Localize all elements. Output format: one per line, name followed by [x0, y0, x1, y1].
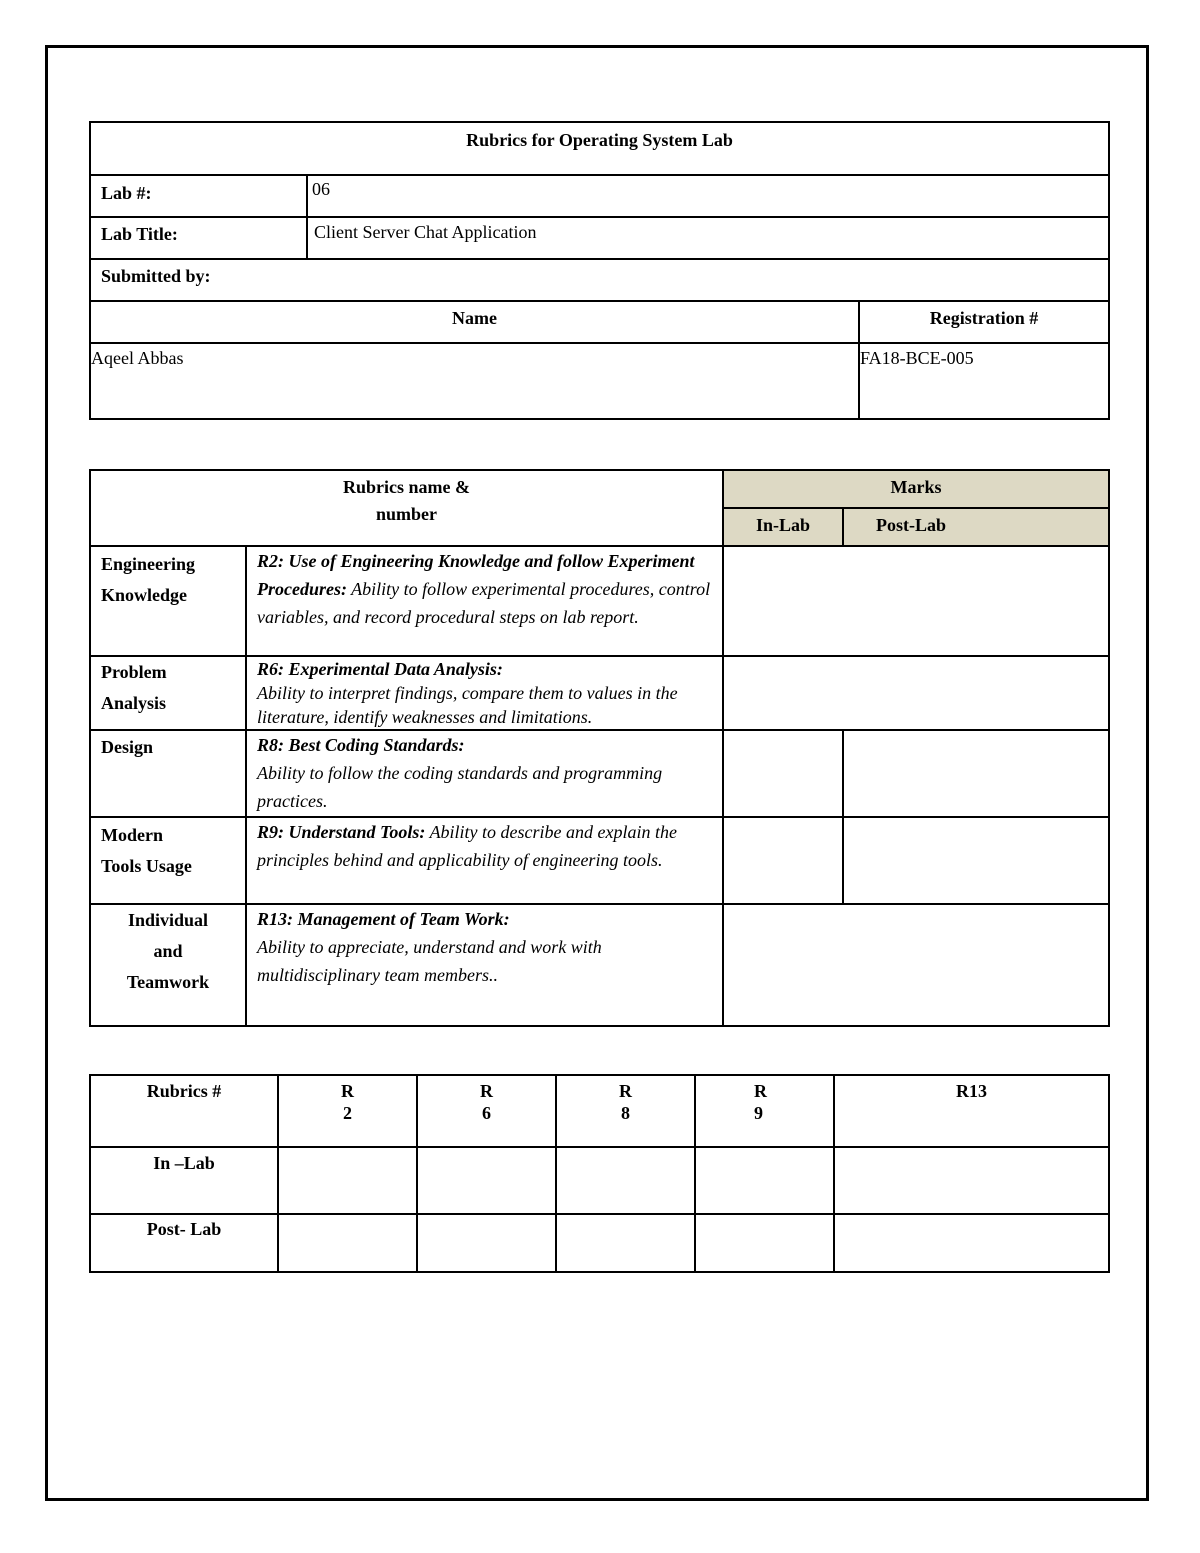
- score-cell: [834, 1214, 1109, 1272]
- lab-number-value: 06: [307, 175, 1109, 217]
- registration-column-header: Registration #: [859, 301, 1109, 343]
- rubric-category-line: Teamwork: [126, 972, 210, 992]
- marks-cell: [723, 656, 1109, 730]
- rubric-text: Ability to follow experimental procedures, control variables, and record procedural steps on lab report.: [257, 579, 711, 627]
- rubric-category-line: Knowledge: [101, 585, 188, 605]
- lab-info-table: [89, 121, 1110, 420]
- rubric-category: [90, 656, 246, 730]
- score-cell: [695, 1214, 834, 1272]
- score-cell: [834, 1147, 1109, 1214]
- score-cell: [278, 1147, 417, 1214]
- rubric-category-line: Engineering: [101, 554, 196, 574]
- rubric-title: R13: Management of Team Work:: [257, 909, 510, 929]
- rubric-column-top: R: [480, 1081, 493, 1101]
- post-lab-mark-cell: [843, 817, 1109, 904]
- name-column-header: Name: [90, 301, 859, 343]
- rubric-category-line: Individual: [127, 910, 209, 930]
- rubric-column-bottom: 6: [482, 1103, 491, 1123]
- rubric-column-bottom: 2: [343, 1103, 352, 1123]
- marks-header: Marks: [723, 470, 1109, 508]
- rubric-column-header: [695, 1075, 834, 1147]
- rubric-title: R8: Best Coding Standards:: [257, 735, 465, 755]
- score-summary-table: [89, 1074, 1110, 1273]
- rubrics-name-header-line1: Rubrics name &: [343, 477, 470, 497]
- rubric-text: Ability to interpret findings, compare them to values in the literature, identify weaknesses and limitations.: [257, 683, 678, 727]
- in-lab-mark-cell: [723, 817, 843, 904]
- rubric-column-header: [278, 1075, 417, 1147]
- in-lab-row-label: In –Lab: [90, 1147, 278, 1214]
- rubric-category-line: Tools Usage: [101, 856, 192, 876]
- rubric-description-table: [89, 469, 1110, 1027]
- rubric-category: [90, 904, 246, 1026]
- rubric-category-line: Problem: [101, 662, 167, 682]
- rubric-text: Ability to follow the coding standards and programming practices.: [257, 763, 663, 811]
- rubric-column-header: [834, 1075, 1109, 1147]
- rubric-description: [246, 904, 723, 1026]
- post-lab-header: Post-Lab: [843, 508, 1109, 546]
- rubric-row-r8: [90, 730, 1109, 817]
- rubric-column-top: R: [619, 1081, 632, 1101]
- rubric-category: [90, 546, 246, 656]
- rubric-column-top: R13: [956, 1081, 987, 1101]
- in-lab-mark-cell: [723, 730, 843, 817]
- rubric-column-bottom: 8: [621, 1103, 630, 1123]
- rubric-row-r9: [90, 817, 1109, 904]
- rubric-column-bottom: 9: [754, 1103, 763, 1123]
- score-cell: [556, 1214, 695, 1272]
- rubric-category-line: Modern: [101, 825, 163, 845]
- rubric-description: [246, 730, 723, 817]
- lab-title-value: Client Server Chat Application: [307, 217, 1109, 259]
- rubric-title: R6: Experimental Data Analysis:: [257, 659, 503, 679]
- submitted-by-label: Submitted by:: [90, 259, 1109, 301]
- rubric-row-r6: [90, 656, 1109, 730]
- score-cell: [417, 1214, 556, 1272]
- score-cell: [556, 1147, 695, 1214]
- rubric-text: Ability to appreciate, understand and work with multidisciplinary team members..: [257, 937, 602, 985]
- lab-number-label: Lab #:: [90, 175, 307, 217]
- rubrics-title: Rubrics for Operating System Lab: [90, 122, 1109, 175]
- rubric-category-line: Analysis: [101, 693, 167, 713]
- rubric-title: R2: Use of Engineering Knowledge and follow Experiment Procedures:: [257, 551, 695, 599]
- rubric-column-top: R: [754, 1081, 767, 1101]
- post-lab-row-label: Post- Lab: [90, 1214, 278, 1272]
- rubrics-name-header-line2: number: [375, 504, 437, 524]
- rubric-column-top: R: [341, 1081, 354, 1101]
- rubric-text: Ability to describe and explain the principles behind and applicability of engineering tools.: [257, 822, 678, 870]
- rubrics-name-header: [90, 470, 723, 546]
- lab-title-label: Lab Title:: [90, 217, 307, 259]
- rubric-title: R9: Understand Tools:: [257, 822, 426, 842]
- rubric-row-r13: [90, 904, 1109, 1026]
- rubric-category-line: Design: [101, 737, 154, 757]
- rubric-column-header: [417, 1075, 556, 1147]
- rubric-description: [246, 546, 723, 656]
- rubric-category-line: and: [153, 941, 183, 961]
- marks-cell: [723, 546, 1109, 656]
- rubric-column-header: [556, 1075, 695, 1147]
- rubric-description: [246, 817, 723, 904]
- score-cell: [417, 1147, 556, 1214]
- rubric-category: [90, 730, 246, 817]
- in-lab-header: In-Lab: [723, 508, 843, 546]
- score-cell: [278, 1214, 417, 1272]
- rubric-category: [90, 817, 246, 904]
- student-name: Aqeel Abbas: [90, 343, 859, 419]
- rubrics-number-label: Rubrics #: [90, 1075, 278, 1147]
- post-lab-mark-cell: [843, 730, 1109, 817]
- score-cell: [695, 1147, 834, 1214]
- student-registration: FA18-BCE-005: [859, 343, 1109, 419]
- rubric-row-r2: [90, 546, 1109, 656]
- marks-cell: [723, 904, 1109, 1026]
- rubric-description: [246, 656, 723, 730]
